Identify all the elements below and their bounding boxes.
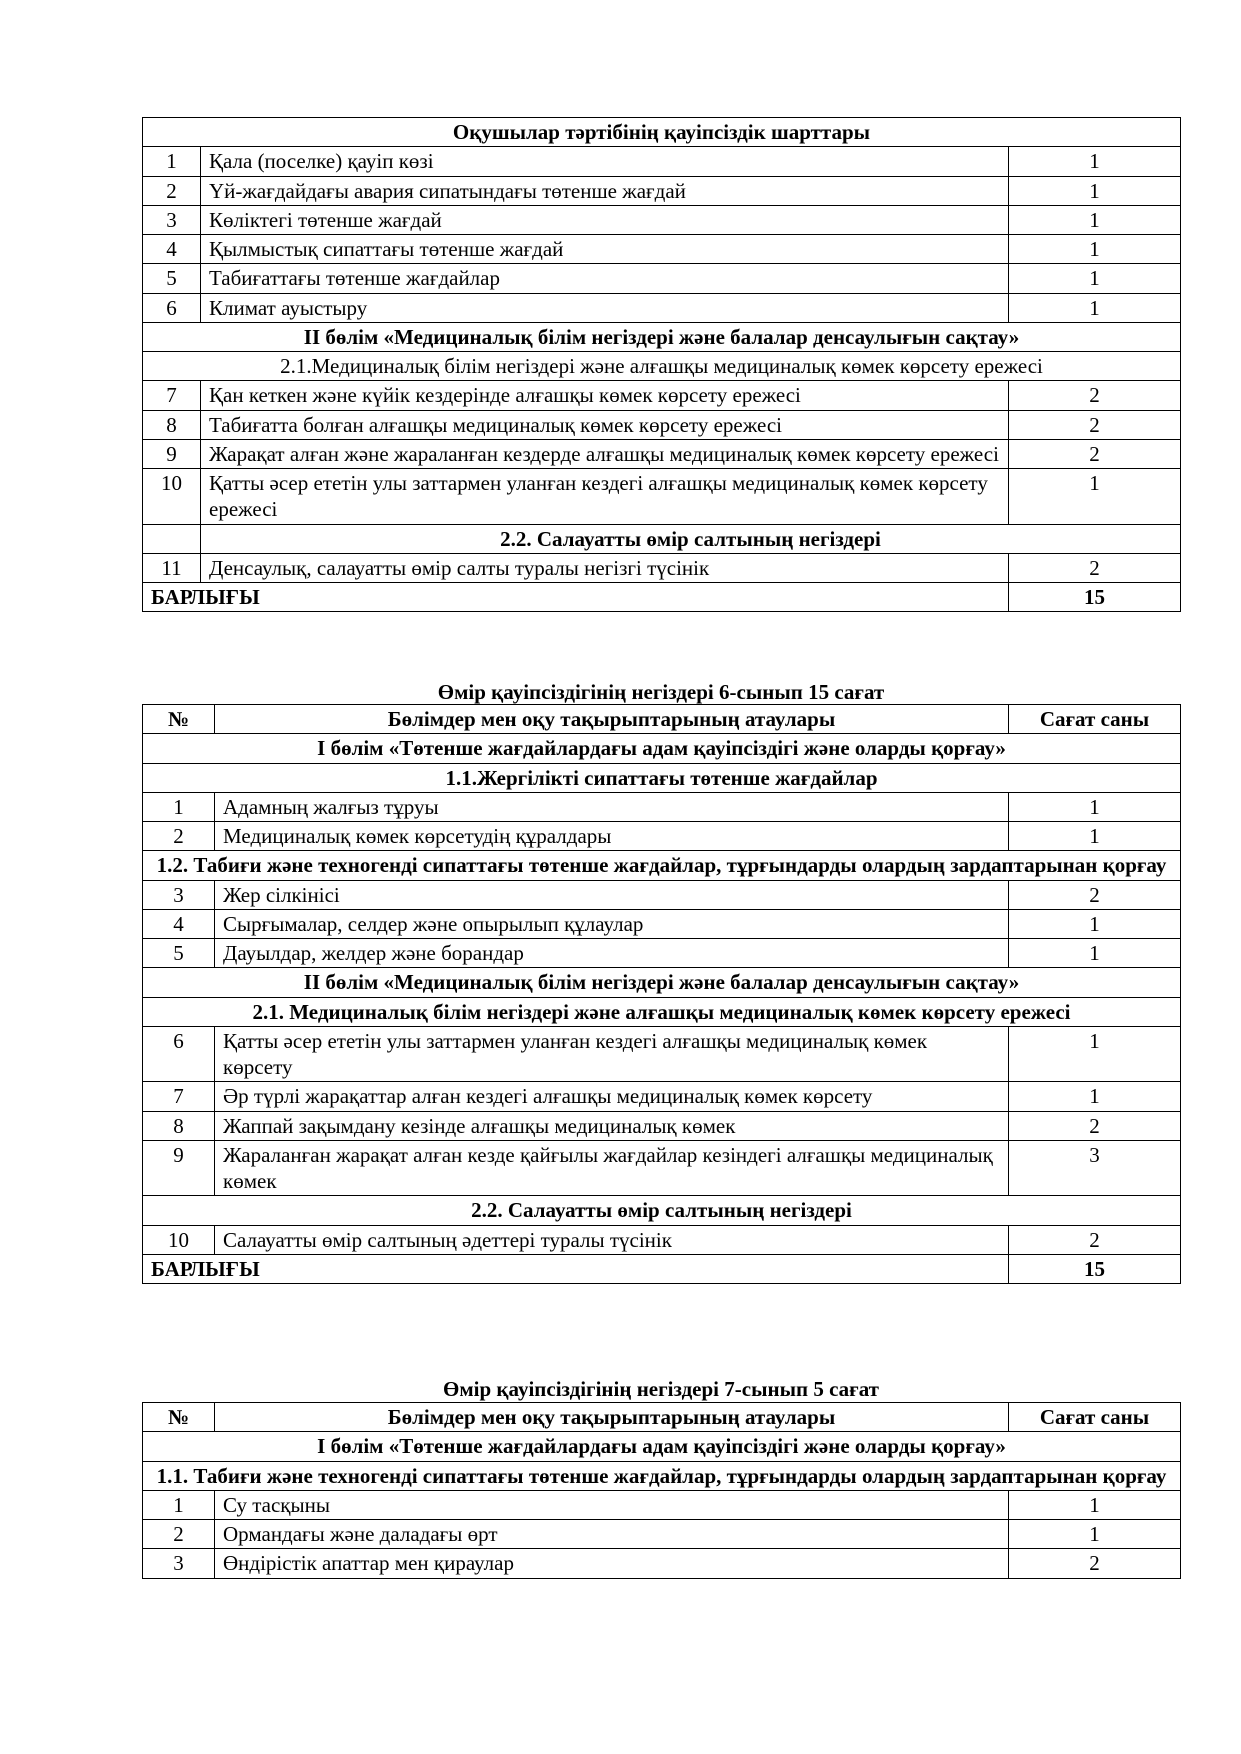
empty-cell — [143, 524, 201, 553]
row-topic: Су тасқыны — [215, 1490, 1009, 1519]
table-row — [143, 1111, 1181, 1140]
row-hours: 1 — [1009, 1520, 1181, 1549]
row-number: 2 — [143, 822, 215, 851]
table-row — [143, 792, 1181, 821]
table-row — [143, 439, 1181, 468]
row-hours: 1 — [1009, 176, 1181, 205]
row-hours: 2 — [1009, 553, 1181, 582]
row-number: 10 — [143, 1225, 215, 1254]
row-hours: 2 — [1009, 880, 1181, 909]
row-hours: 2 — [1009, 381, 1181, 410]
row-number: 9 — [143, 439, 201, 468]
subsection-row — [143, 352, 1181, 381]
row-hours: 2 — [1009, 410, 1181, 439]
row-number: 6 — [143, 293, 201, 322]
row-hours: 1 — [1009, 792, 1181, 821]
header-row — [143, 705, 1181, 734]
section-row — [143, 322, 1181, 351]
row-topic: Үй-жағдайдағы авария сипатындағы төтенше жағдай — [201, 176, 1009, 205]
subsection-row — [143, 1196, 1181, 1225]
subsection-title: 1.1.Жергілікті сипаттағы төтенше жағдайлар — [143, 763, 1181, 792]
row-number: 3 — [143, 205, 201, 234]
row-hours: 1 — [1009, 235, 1181, 264]
row-topic: Табиғаттағы төтенше жағдайлар — [201, 264, 1009, 293]
subsection-row — [143, 997, 1181, 1026]
table-row — [143, 1140, 1181, 1196]
row-hours: 2 — [1009, 439, 1181, 468]
section-title: II бөлім «Медициналық білім негіздері және балалар денсаулығын сақтау» — [143, 968, 1181, 997]
table-row — [143, 176, 1181, 205]
table-caption: Өмір қауіпсіздігінің негіздері 7-сынып 5 сағат — [443, 1377, 879, 1401]
table-row — [143, 880, 1181, 909]
table-row — [143, 205, 1181, 234]
row-number: 5 — [143, 264, 201, 293]
row-number: 9 — [143, 1140, 215, 1196]
total-value: 15 — [1009, 583, 1181, 612]
table-row — [143, 410, 1181, 439]
table-row — [143, 235, 1181, 264]
column-header-number: № — [143, 1403, 215, 1432]
table-rows — [143, 880, 1181, 968]
row-topic: Жаппай зақымдану кезінде алғашқы медициналық көмек — [215, 1111, 1009, 1140]
table-row — [143, 293, 1181, 322]
table-row — [143, 264, 1181, 293]
row-topic: Әр түрлі жарақаттар алған кездегі алғашқы медициналық көмек көрсету — [215, 1082, 1009, 1111]
table-row — [143, 1026, 1181, 1082]
table-row — [143, 381, 1181, 410]
row-hours: 1 — [1009, 939, 1181, 968]
total-row — [143, 1254, 1181, 1283]
table-row — [143, 469, 1181, 525]
subsection-title: 1.1. Табиғи және техногенді сипаттағы төтенше жағдайлар, тұрғындарды олардың зардаптарынан қорғау — [143, 1461, 1181, 1490]
table-row — [143, 909, 1181, 938]
row-number: 2 — [143, 176, 201, 205]
row-topic: Қала (поселке) қауіп көзі — [201, 147, 1009, 176]
section-title: I бөлім «Төтенше жағдайлардағы адам қауіпсіздігі және оларды қорғау» — [143, 734, 1181, 763]
subsection-title: 2.1.Медициналық білім негіздері және алғашқы медициналық көмек көрсету ережесі — [143, 352, 1181, 381]
row-hours: 1 — [1009, 205, 1181, 234]
total-row — [143, 583, 1181, 612]
row-number: 1 — [143, 147, 201, 176]
row-topic: Денсаулық, салауатты өмір салты туралы негізгі түсінік — [201, 553, 1009, 582]
table-rows — [143, 1490, 1181, 1578]
row-topic: Көліктегі төтенше жағдай — [201, 205, 1009, 234]
row-hours: 2 — [1009, 1549, 1181, 1578]
column-header-topic: Бөлімдер мен оқу тақырыптарының атаулары — [215, 705, 1009, 734]
row-topic: Жер сілкінісі — [215, 880, 1009, 909]
row-number: 3 — [143, 880, 215, 909]
row-hours: 3 — [1009, 1140, 1181, 1196]
subsection-title: 2.1. Медициналық білім негіздері және алғашқы медициналық көмек көрсету ережесі — [143, 997, 1181, 1026]
subsection-title: 1.2. Табиғи және техногенді сипаттағы төтенше жағдайлар, тұрғындарды олардың зардаптарынан қорғау — [143, 851, 1181, 880]
curriculum-table-1 — [142, 117, 1181, 612]
table-rows — [143, 147, 1181, 323]
row-number: 11 — [143, 553, 201, 582]
row-topic: Сырғымалар, селдер және опырылып құлаулар — [215, 909, 1009, 938]
header-row — [143, 1403, 1181, 1432]
subsection-row — [143, 851, 1181, 880]
row-number: 1 — [143, 1490, 215, 1519]
row-hours: 1 — [1009, 1082, 1181, 1111]
table-row — [143, 1490, 1181, 1519]
row-topic: Қатты әсер ететін улы заттармен уланған кездегі алғашқы медициналық көмек көрсету — [215, 1026, 1009, 1082]
row-hours: 1 — [1009, 147, 1181, 176]
subsection-row — [143, 763, 1181, 792]
column-header-topic: Бөлімдер мен оқу тақырыптарының атаулары — [215, 1403, 1009, 1432]
row-number: 5 — [143, 939, 215, 968]
row-hours: 1 — [1009, 822, 1181, 851]
table-rows — [143, 792, 1181, 851]
column-header-hours: Сағат саны — [1009, 1403, 1181, 1432]
row-hours: 1 — [1009, 293, 1181, 322]
row-hours: 1 — [1009, 469, 1181, 525]
column-header-hours: Сағат саны — [1009, 705, 1181, 734]
table-row — [143, 553, 1181, 582]
table-rows — [143, 553, 1181, 582]
row-topic: Табиғатта болған алғашқы медициналық көмек көрсету ережесі — [201, 410, 1009, 439]
row-hours: 1 — [1009, 1490, 1181, 1519]
table-rows — [143, 1225, 1181, 1254]
table-row — [143, 1225, 1181, 1254]
row-topic: Қан кеткен және күйік кездерінде алғашқы көмек көрсету ережесі — [201, 381, 1009, 410]
subsection-title: 2.2. Салауатты өмір салтының негіздері — [201, 524, 1181, 553]
curriculum-table-2 — [142, 704, 1181, 1284]
row-topic: Ормандағы және даладағы өрт — [215, 1520, 1009, 1549]
table-row — [143, 147, 1181, 176]
curriculum-table-3 — [142, 1402, 1181, 1579]
row-hours: 1 — [1009, 1026, 1181, 1082]
row-hours: 1 — [1009, 264, 1181, 293]
row-topic: Қатты әсер ететін улы заттармен уланған кездегі алғашқы медициналық көмек көрсету ережесі — [201, 469, 1009, 525]
table-row — [143, 1520, 1181, 1549]
row-topic: Медициналық көмек көрсетудің құралдары — [215, 822, 1009, 851]
row-number: 4 — [143, 909, 215, 938]
table-row — [143, 939, 1181, 968]
table-row — [143, 822, 1181, 851]
total-label: БАРЛЫҒЫ — [143, 583, 1009, 612]
row-hours: 1 — [1009, 909, 1181, 938]
row-number: 6 — [143, 1026, 215, 1082]
row-number: 8 — [143, 410, 201, 439]
section-title: I бөлім «Төтенше жағдайлардағы адам қауіпсіздігі және оларды қорғау» — [143, 1432, 1181, 1461]
table-row — [143, 1549, 1181, 1578]
row-topic: Өндірістік апаттар мен қираулар — [215, 1549, 1009, 1578]
section-row — [143, 968, 1181, 997]
subsection-title: 2.2. Салауатты өмір салтының негіздері — [143, 1196, 1181, 1225]
row-topic: Салауатты өмір салтының әдеттері туралы түсінік — [215, 1225, 1009, 1254]
table-title: Оқушылар тәртібінің қауіпсіздік шарттары — [143, 118, 1181, 147]
row-number: 8 — [143, 1111, 215, 1140]
row-number: 3 — [143, 1549, 215, 1578]
total-label: БАРЛЫҒЫ — [143, 1254, 1009, 1283]
row-topic: Жараланған жарақат алған кезде қайғылы жағдайлар кезіндегі алғашқы медициналық көмек — [215, 1140, 1009, 1196]
column-header-number: № — [143, 705, 215, 734]
section-row — [143, 734, 1181, 763]
row-topic: Адамның жалғыз тұруы — [215, 792, 1009, 821]
row-topic: Жарақат алған және жараланған кездерде алғашқы медициналық көмек көрсету ережесі — [201, 439, 1009, 468]
row-number: 1 — [143, 792, 215, 821]
row-number: 10 — [143, 469, 201, 525]
row-number: 7 — [143, 381, 201, 410]
row-topic: Дауылдар, желдер және борандар — [215, 939, 1009, 968]
table-caption: Өмір қауіпсіздігінің негіздері 6-сынып 15 сағат — [437, 680, 885, 704]
row-hours: 2 — [1009, 1225, 1181, 1254]
table-title-row — [143, 118, 1181, 147]
row-number: 2 — [143, 1520, 215, 1549]
row-number: 4 — [143, 235, 201, 264]
table-row — [143, 1082, 1181, 1111]
row-topic: Климат ауыстыру — [201, 293, 1009, 322]
row-topic: Қылмыстық сипаттағы төтенше жағдай — [201, 235, 1009, 264]
subsection-row — [143, 1461, 1181, 1490]
section-row — [143, 1432, 1181, 1461]
row-number: 7 — [143, 1082, 215, 1111]
total-value: 15 — [1009, 1254, 1181, 1283]
row-hours: 2 — [1009, 1111, 1181, 1140]
subsection-row — [143, 524, 1181, 553]
table-rows — [143, 1026, 1181, 1196]
section-title: II бөлім «Медициналық білім негіздері және балалар денсаулығын сақтау» — [143, 322, 1181, 351]
table-rows — [143, 381, 1181, 524]
